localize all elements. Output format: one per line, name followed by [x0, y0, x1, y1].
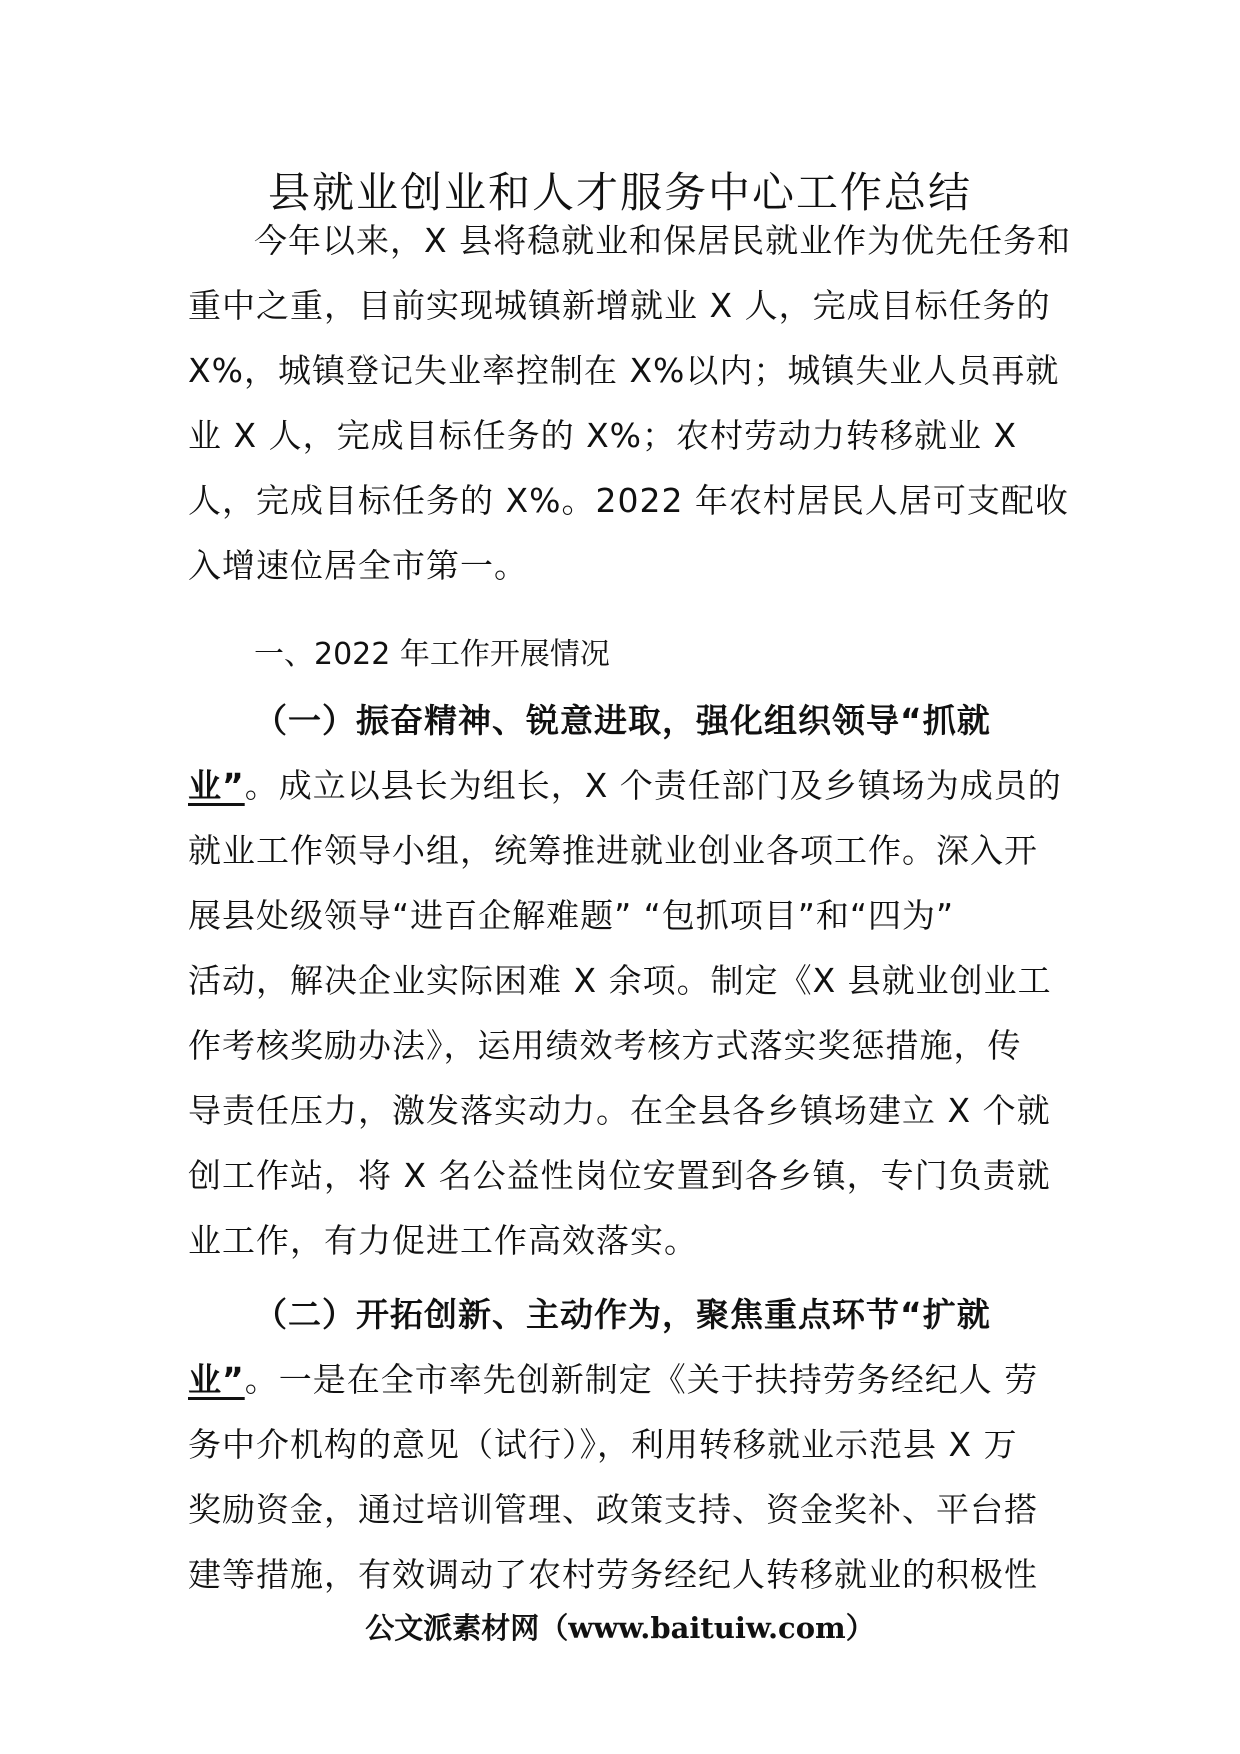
section-heading: 一、2022 年工作开展情况	[254, 637, 610, 672]
paragraph-line: 展县处级领导“进百企解难题” “包抓项目”和“四为”	[188, 896, 955, 935]
document-title: 县就业创业和人才服务中心工作总结	[267, 168, 972, 217]
paragraph-line	[188, 1347, 1052, 1412]
paragraph-line: 就业工作领导小组，统筹推进就业创业各项工作。深入开	[188, 831, 1038, 870]
paragraph-line: 导责任压力，激发落实动力。在全县各乡镇场建立 X 个就	[188, 1091, 1051, 1130]
paragraph-line: 人，完成目标任务的 X%。2022 年农村居民人居可支配收	[188, 481, 1069, 520]
item-one-paragraph	[188, 688, 1062, 1273]
paragraph-line: 业 X 人，完成目标任务的 X%；农村劳动力转移就业 X	[188, 416, 1018, 455]
footer-watermark: 公文派素材网（www.baituiw.com）	[365, 1611, 875, 1645]
paragraph-line: 活动，解决企业实际困难 X 余项。制定《X 县就业创业工	[188, 961, 1052, 1000]
item-two-paragraph	[188, 1282, 1052, 1607]
paragraph-line: 作考核奖励办法》，运用绩效考核方式落实奖惩措施，传	[188, 1026, 1022, 1065]
item-two-heading-end: 业”	[188, 1360, 245, 1399]
paragraph-text: 。成立以县长为组长，X 个责任部门及乡镇场为成员的	[244, 766, 1062, 805]
intro-paragraph	[188, 208, 1072, 598]
paragraph-line: X%，城镇登记失业率控制在 X%以内；城镇失业人员再就	[188, 351, 1060, 390]
paragraph-line: 入增速位居全市第一。	[188, 546, 528, 585]
item-two-heading: （二）开拓创新、主动作为，聚焦重点环节“扩就	[254, 1295, 991, 1334]
paragraph-line	[188, 753, 1062, 818]
item-one-heading: （一）振奋精神、锐意进取，强化组织领导“抓就	[254, 701, 991, 740]
paragraph-line: 建等措施，有效调动了农村劳务经纪人转移就业的积极性	[188, 1555, 1038, 1594]
paragraph-line: 奖励资金，通过培训管理、政策支持、资金奖补、平台搭	[188, 1490, 1038, 1529]
paragraph-text: 。一是在全市率先创新制定《关于扶持劳务经纪人 劳	[244, 1360, 1039, 1399]
paragraph-line: 创工作站，将 X 名公益性岗位安置到各乡镇，专门负责就	[188, 1156, 1051, 1195]
paragraph-line: 重中之重，目前实现城镇新增就业 X 人，完成目标任务的	[188, 286, 1051, 325]
item-one-heading-end: 业”	[188, 766, 245, 805]
paragraph-line: 务中介机构的意见（试行）》，利用转移就业示范县 X 万	[188, 1425, 1018, 1464]
paragraph-line: 今年以来，X 县将稳就业和保居民就业作为优先任务和	[254, 221, 1072, 260]
paragraph-line: 业工作，有力促进工作高效落实。	[188, 1221, 698, 1260]
